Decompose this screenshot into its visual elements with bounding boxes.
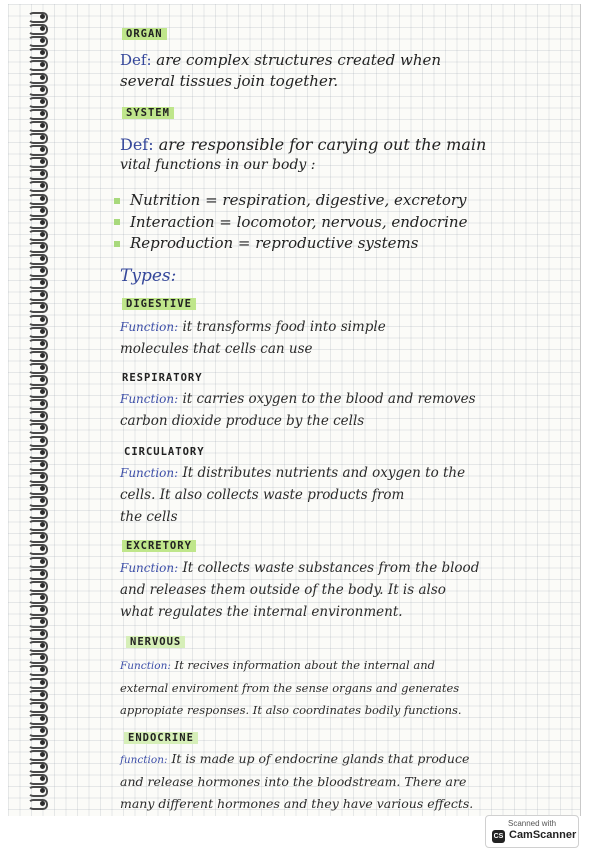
spiral-ring <box>22 520 48 529</box>
spiral-ring <box>22 218 48 227</box>
spiral-ring <box>22 678 48 687</box>
spiral-ring <box>22 109 48 118</box>
spiral-ring <box>22 774 48 783</box>
camscanner-name: CamScanner <box>509 829 577 841</box>
spiral-ring <box>22 714 48 723</box>
spiral-ring <box>22 315 48 324</box>
system-def-prefix: Def: <box>120 135 154 154</box>
spiral-ring <box>22 363 48 372</box>
spiral-ring <box>22 423 48 432</box>
spiral-ring <box>22 351 48 360</box>
organ-definition <box>120 50 441 92</box>
circulatory-label: CIRCULATORY <box>124 446 205 458</box>
spiral-ring <box>22 97 48 106</box>
scanned-with-text: Scanned with <box>507 819 557 828</box>
spiral-ring <box>22 617 48 626</box>
spiral-ring <box>22 85 48 94</box>
spiral-ring <box>22 24 48 33</box>
system-def-line-2: vital functions in our body : <box>120 157 316 173</box>
spiral-ring <box>22 460 48 469</box>
types-heading: Types: <box>120 266 177 286</box>
nervous-label: NERVOUS <box>126 636 185 648</box>
digestive-function: Function: it transforms food into simple molecules that cells can use <box>120 319 386 357</box>
spiral-ring <box>22 532 48 541</box>
spiral-ring <box>22 448 48 457</box>
spiral-ring <box>22 242 48 251</box>
excretory-label: EXCRETORY <box>122 540 196 552</box>
organ-def-line-2: several tissues join together. <box>120 72 339 90</box>
spiral-ring <box>22 230 48 239</box>
spiral-ring <box>22 36 48 45</box>
spiral-ring <box>22 750 48 759</box>
organ-def-line-1: are complex structures created when <box>156 51 442 69</box>
spiral-ring <box>22 206 48 215</box>
spiral-ring <box>22 581 48 590</box>
endocrine-label: ENDOCRINE <box>124 732 198 744</box>
spiral-ring <box>22 472 48 481</box>
endocrine-function: function: It is made up of endocrine glands that produce and release hormones into the bloodstream. There are many different hormones and they have various effects. <box>120 751 474 811</box>
spiral-ring <box>22 399 48 408</box>
spiral-ring <box>22 133 48 142</box>
spiral-ring <box>22 278 48 287</box>
system-def-line-1: are responsible for carying out the main <box>158 135 487 154</box>
spiral-ring <box>22 339 48 348</box>
spiral-ring <box>22 181 48 190</box>
spiral-ring <box>22 411 48 420</box>
nervous-function: Function: It recives information about the internal and external enviroment from the sense organs and generates appropiate responses. It also coordinates bodily functions. <box>120 658 462 717</box>
spiral-ring <box>22 290 48 299</box>
spiral-ring <box>22 738 48 747</box>
spiral-ring <box>22 73 48 82</box>
organ-def-prefix: Def: <box>120 51 152 69</box>
bullet-interaction: Interaction = locomotor, nervous, endocrine <box>120 212 467 234</box>
spiral-ring <box>22 762 48 771</box>
spiral-ring <box>22 605 48 614</box>
spiral-ring <box>22 157 48 166</box>
spiral-ring <box>22 121 48 130</box>
circulatory-function: Function: It distributes nutrients and oxygen to the cells. It also collects waste products from the cells <box>120 465 466 525</box>
spiral-ring <box>22 690 48 699</box>
spiral-ring <box>22 12 48 21</box>
camscanner-watermark <box>485 815 579 848</box>
organ-label <box>122 28 167 40</box>
spiral-ring <box>22 169 48 178</box>
spiral-ring <box>22 544 48 553</box>
spiral-ring <box>22 702 48 711</box>
spiral-ring <box>22 557 48 566</box>
system-label <box>122 107 174 119</box>
spiral-ring <box>22 569 48 578</box>
spiral-ring <box>22 327 48 336</box>
spiral-ring <box>22 436 48 445</box>
bullet-reproduction: Reproduction = reproductive systems <box>120 233 467 255</box>
spiral-ring <box>22 145 48 154</box>
spiral-ring <box>22 496 48 505</box>
spiral-ring <box>22 629 48 638</box>
system-bullets <box>120 190 467 255</box>
spiral-ring <box>22 254 48 263</box>
system-definition <box>120 134 486 176</box>
spiral-ring <box>22 387 48 396</box>
spiral-ring <box>22 302 48 311</box>
spiral-ring <box>22 194 48 203</box>
spiral-ring <box>22 786 48 795</box>
spiral-ring <box>22 375 48 384</box>
spiral-ring <box>22 799 48 808</box>
notebook-page <box>8 4 581 816</box>
spiral-ring <box>22 484 48 493</box>
system-label-text: SYSTEM <box>122 107 174 119</box>
spiral-ring <box>22 641 48 650</box>
bullet-nutrition: Nutrition = respiration, digestive, excretory <box>120 190 467 212</box>
respiratory-label: RESPIRATORY <box>122 372 203 384</box>
spiral-ring <box>22 665 48 674</box>
spiral-ring <box>22 726 48 735</box>
camscanner-logo-icon: CS <box>492 830 505 843</box>
spiral-ring <box>22 593 48 602</box>
spiral-ring <box>22 266 48 275</box>
digestive-label: DIGESTIVE <box>122 298 196 310</box>
organ-label-text: ORGAN <box>122 28 167 40</box>
excretory-function: Function: It collects waste substances from the blood and releases them outside of the body. It is also what regulates the internal environment. <box>120 560 480 620</box>
spiral-binding <box>22 12 52 812</box>
spiral-ring <box>22 653 48 662</box>
spiral-ring <box>22 508 48 517</box>
respiratory-function: Function: it carries oxygen to the blood and removes carbon dioxide produce by the cells <box>120 391 476 429</box>
spiral-ring <box>22 48 48 57</box>
spiral-ring <box>22 60 48 69</box>
